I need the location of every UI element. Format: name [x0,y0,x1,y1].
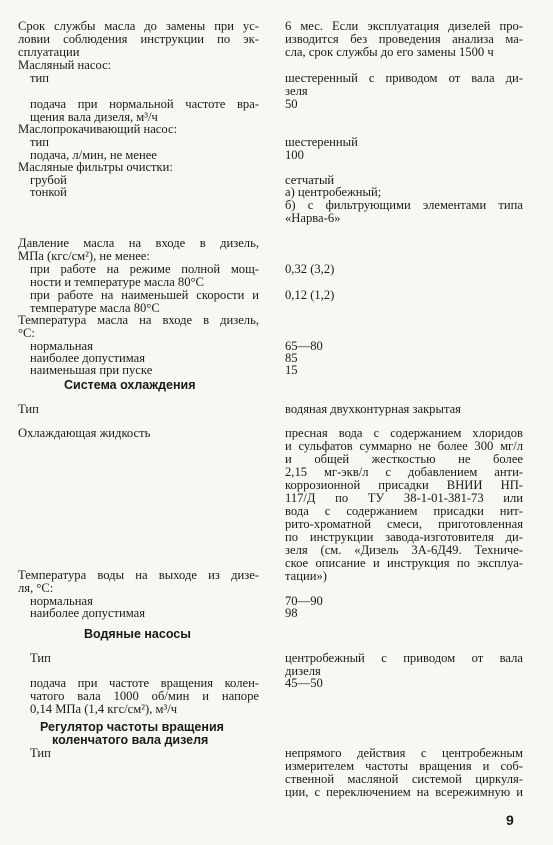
full-power-value: 0,32 (3,2) [285,262,335,276]
oil-pressure-label: МПа (кгс/см²), не менее: [18,249,150,263]
fine-filter-value: «Нарва-6» [285,211,341,225]
coolant-line: тации») [285,569,327,583]
governor-line: непрямого действия с центробежным [285,746,523,760]
oil-pump-label: Масляный насос: [18,58,112,72]
priming-pump-type-value: шестеренный [285,135,358,149]
water-temp-label: Температура воды на выходе из дизе- [18,568,259,582]
cooling-type-label: Тип [18,402,39,416]
oil-temp-max-label: наиболее допустимая [30,351,146,365]
oil-temp-max-value: 85 [285,351,298,365]
coolant-line: 117/Д по ТУ 38-1-01-381-73 или [285,491,523,505]
oil-filters-label: Масляные фильтры очистки: [18,160,173,174]
low-speed-value: 0,12 (1,2) [285,288,335,302]
oil-temp-normal-label: нормальная [30,339,93,353]
coolant-line: 2,15 мг-экв/л с добавлением анти- [285,465,523,479]
cooling-heading: Система охлаждения [64,378,196,392]
coolant-line: зеля (см. «Дизель 3А-6Д49. Техниче- [285,543,523,557]
governor-heading: Регулятор частоты вращения [40,720,224,734]
fine-filter-label: тонкой [30,185,67,199]
fine-filter-value: б) с фильтрующими элементами типа [285,198,523,212]
coarse-filter-value: сетчатый [285,173,335,187]
water-temp-normal-label: нормальная [30,594,93,608]
priming-pump-label: Маслопрокачивающий насос: [18,122,178,136]
coarse-filter-label: грубой [30,173,67,187]
coolant-line: ское описание и инструкция по эксплуа- [285,556,523,570]
water-pump-flow-value: 45—50 [285,676,323,690]
low-speed-label: температуре масла 80°С [30,301,160,315]
oil-life-value-line: изводится без проведения анализа ма- [285,32,523,46]
priming-pump-flow-value: 100 [285,148,304,162]
oil-pump-type-value: зеля [285,84,308,98]
oil-pump-flow-label: щения вала дизеля, м³/ч [30,110,158,124]
water-pump-flow-label: 0,14 МПа (1,4 кгс/см²), м³/ч [30,702,178,716]
oil-pump-type-value: шестеренный с приводом от вала ди- [285,71,523,85]
coolant-line: вода с содержанием присадки нит- [285,504,523,518]
governor-heading: коленчатого вала дизеля [52,733,209,747]
water-pumps-heading: Водяные насосы [84,627,191,641]
priming-pump-type-label: тип [30,135,49,149]
oil-life-label-line: Срок службы масла до замены при ус- [18,19,259,33]
governor-type-label: Тип [30,746,51,760]
coolant-line: пресная вода с содержанием хлоридов [285,426,523,440]
oil-pressure-label: Давление масла на входе в дизель, [18,236,259,250]
governor-line: ции, с переключением на всережимную и [285,785,523,799]
oil-pump-flow-label: подача при нормальной частоте вра- [30,97,259,111]
oil-life-label-line: ловии соблюдения инструкции по эк- [18,32,259,46]
water-temp-max-label: наиболее допустимая [30,606,146,620]
water-pump-type-value: центробежный с приводом от вала [285,651,523,665]
coolant-line: рито-хроматной смеси, приготовленная [285,517,523,531]
water-temp-label: ля, °С: [18,581,54,595]
full-power-label: ности и температуре масла 80°С [30,275,204,289]
full-power-label: при работе на режиме полной мощ- [30,262,259,276]
water-pump-flow-label: чатого вала 1000 об/мин и напоре [30,689,259,703]
governor-line: измерителем частоты вращения и соб- [285,759,523,773]
water-temp-max-value: 98 [285,606,298,620]
oil-temp-normal-value: 65—80 [285,339,323,353]
cooling-type-value: водяная двухконтурная закрытая [285,402,461,416]
coolant-line: и общей жесткостью не более [285,452,523,466]
oil-life-value-line: 6 мес. Если эксплуатация дизелей про- [285,19,523,33]
water-pump-type-value: дизеля [285,664,321,678]
oil-pump-type-label: тип [30,71,49,85]
oil-life-value-line: сла, срок службы до его замены 1500 ч [285,45,494,59]
coolant-line: по инструкции завода-изготовителя ди- [285,530,523,544]
coolant-line: и сульфатов суммарно не более 300 мг/л [285,439,523,453]
oil-life-label-line: сплуатации [18,45,80,59]
oil-temp-label: Температура масла на входе в дизель, [18,313,259,327]
oil-temp-min-label: наименьшая при пуске [30,363,153,377]
oil-temp-min-value: 15 [285,363,298,377]
priming-pump-flow-label: подача, л/мин, не менее [30,148,157,162]
water-temp-normal-value: 70—90 [285,594,323,608]
water-pump-flow-label: подача при частоте вращения колен- [30,676,259,690]
coolant-line: коррозионной присадки ВНИИ НП- [285,478,523,492]
fine-filter-value: а) центробежный; [285,185,382,199]
page-number: 9 [506,812,514,828]
oil-pump-flow-value: 50 [285,97,298,111]
water-pump-type-label: Тип [30,651,51,665]
governor-line: ственной масляной системой циркуля- [285,772,523,786]
oil-temp-label: °С: [18,326,35,340]
low-speed-label: при работе на наименьшей скорости и [30,288,259,302]
coolant-label: Охлаждающая жидкость [18,426,151,440]
